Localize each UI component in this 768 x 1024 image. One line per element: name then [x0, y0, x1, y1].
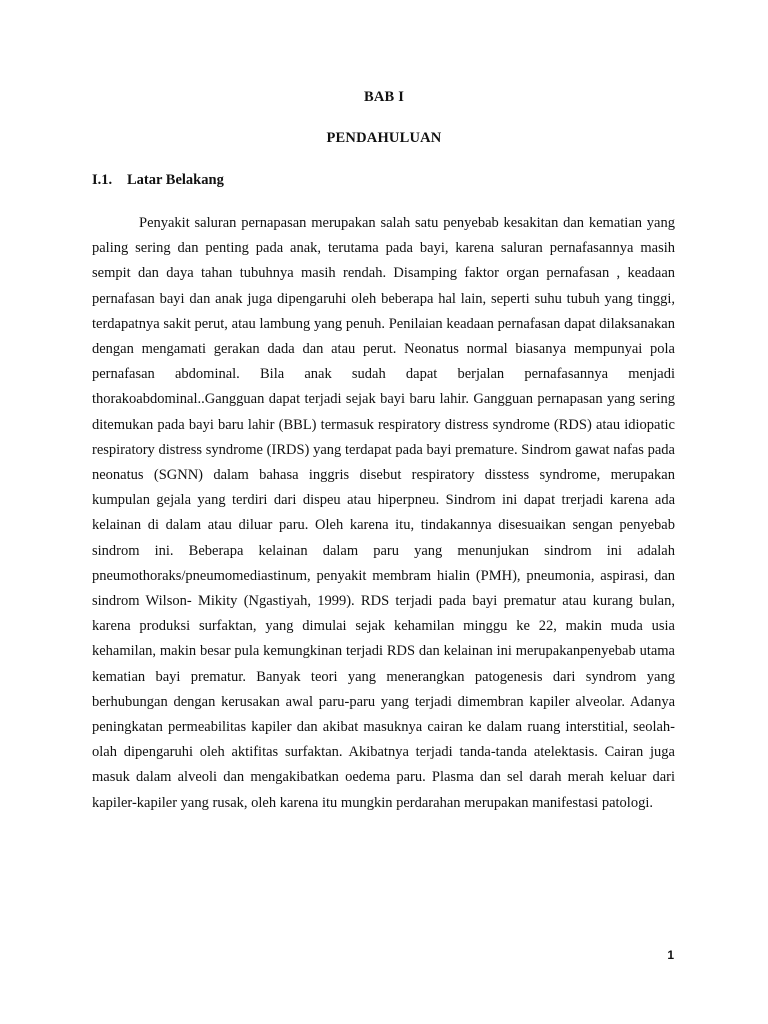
chapter-label: BAB I — [363, 89, 405, 105]
chapter-title: PENDAHULUAN — [326, 130, 442, 146]
section-number: I.1. — [92, 172, 113, 188]
section-title: Latar Belakang — [127, 172, 224, 188]
page-number: 1 — [667, 948, 674, 962]
body-paragraph: Penyakit saluran pernapasan merupakan salah satu penyebab kesakitan dan kematian yang paling sering dan penting pada anak, terutama pada bayi, karena saluran pernafasannya masih sempit dan daya tahan tubuhnya masih rendah. Disamping faktor organ pernafasan , keadaan pernafasan bayi dan anak juga dipengaruhi oleh beberapa hal lain, seperti suhu tubuh yang tinggi, terdapatnya sakit perut, atau lambung yang penuh. Penilaian keadaan pernafasan dapat dilaksanakan dengan mengamati gerakan dada dan atau perut. Neonatus normal biasanya mempunyai pola pernafasan abdominal. Bila anak sudah dapat berjalan pernafasannya menjadi thorakoabdominal..Gangguan dapat terjadi sejak bayi baru lahir. Gangguan pernapasan yang sering ditemukan pada bayi baru lahir (BBL) termasuk respiratory distress syndrome (RDS) atau idiopatic respiratory distress syndrome (IRDS) yang terdapat pada bayi premature. Sindrom gawat nafas pada neonatus (SGNN) dalam bahasa inggris disebut respiratory disstess syndrome, merupakan kumpulan gejala yang terdiri dari dispeu atau hiperpneu. Sindrom ini dapat trerjadi karena ada kelainan di dalam atau diluar paru. Oleh karena itu, tindakannya disesuaikan sengan penyebab sindrom ini. Beberapa kelainan dalam paru yang menunjukan sindrom ini adalah pneumothoraks/pneumomediastinum, penyakit membram hialin (PMH), pneumonia, aspirasi, dan sindrom Wilson- Mikity (Ngastiyah, 1999). RDS terjadi pada bayi prematur atau kurang bulan, karena produksi surfaktan, yang dimulai sejak kehamilan minggu ke 22, makin muda usia kehamilan, makin besar pula kemungkinan terjadi RDS dan kelainan ini merupakanpenyebab utama kematian bayi prematur. Banyak teori yang menerangkan patogenesis dari syndrom yang berhubungan dengan kerusakan awal paru-paru yang terjadi dimembran kapiler alveolar. Adanya peningkatan permeabilitas kapiler dan akibat masuknya cairan ke dalam ruang interstitial, seolah-olah dipengaruhi oleh aktifitas surfaktan. Akibatnya terjadi tanda-tanda atelektasis. Cairan juga masuk dalam alveoli dan mengakibatkan oedema paru. Plasma dan sel darah merah keluar dari kapiler-kapiler yang rusak, oleh karena itu mungkin perdarahan merupakan manifestasi patologi. — [92, 215, 675, 811]
section-heading — [92, 172, 224, 189]
